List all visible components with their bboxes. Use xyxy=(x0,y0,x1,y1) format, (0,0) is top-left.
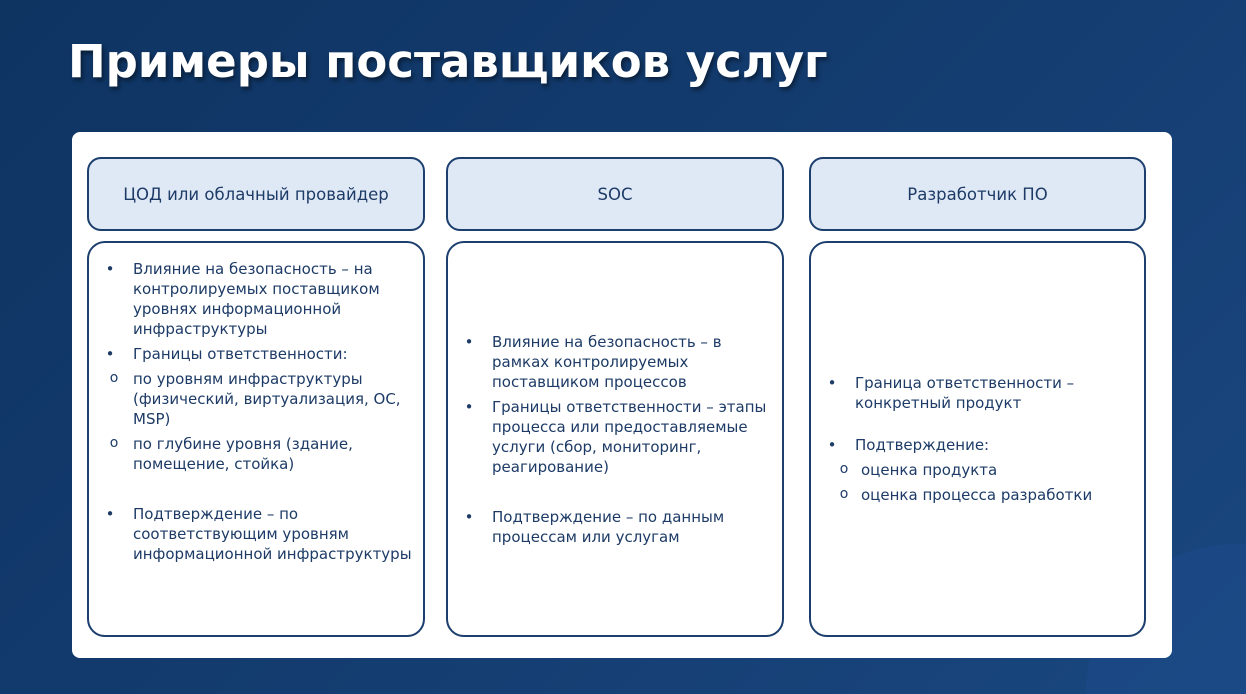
bullet-marker: • xyxy=(464,397,474,416)
sub-list-item xyxy=(811,485,1134,505)
bullet-marker: • xyxy=(105,260,115,278)
list-item xyxy=(811,373,1134,413)
list-item xyxy=(811,435,1134,455)
bullet-list xyxy=(811,373,1144,505)
column-body-soc xyxy=(446,241,784,637)
sub-list-item xyxy=(811,460,1134,480)
list-item-text: Подтверждение – по данным процессам или услугам xyxy=(492,507,725,546)
list-item xyxy=(89,344,413,364)
list-item xyxy=(89,259,413,339)
column-body-datacenter xyxy=(87,241,425,637)
bullet-marker: • xyxy=(827,374,837,392)
list-item-text: Подтверждение: xyxy=(855,436,990,454)
list-item xyxy=(448,397,772,477)
list-item-text: по уровням инфраструктуры (физический, виртуализация, ОС, MSP) xyxy=(133,370,401,428)
column-header-datacenter xyxy=(87,157,425,231)
sub-bullet-marker: o xyxy=(109,435,119,451)
sub-bullet-marker: o xyxy=(109,370,119,386)
bullet-list xyxy=(448,332,782,547)
sub-bullet-marker: o xyxy=(839,486,849,502)
sub-list-item xyxy=(89,369,413,429)
list-item xyxy=(448,507,772,547)
list-item xyxy=(448,332,772,392)
list-item-text: оценка продукта xyxy=(861,461,998,479)
list-item-text: Подтверждение – по соответствующим уровням информационной инфраструктуры xyxy=(133,505,412,563)
bullet-marker: • xyxy=(464,332,474,351)
column-header-soc xyxy=(446,157,784,231)
column-header-software-developer xyxy=(809,157,1146,231)
bullet-marker: • xyxy=(105,505,115,523)
bullet-list xyxy=(89,259,423,564)
column-header-label: Разработчик ПО xyxy=(907,184,1048,204)
list-item-text: Граница ответственности – конкретный продукт xyxy=(855,374,1075,412)
content-panel xyxy=(72,132,1172,658)
list-item-text: по глубине уровня (здание, помещение, стойка) xyxy=(133,435,353,473)
bullet-marker: • xyxy=(827,436,837,454)
bullet-marker: • xyxy=(464,507,474,526)
column-header-label: SOC xyxy=(597,184,633,204)
list-item-text: оценка процесса разработки xyxy=(861,486,1093,504)
sub-bullet-marker: o xyxy=(839,461,849,477)
column-body-software-developer xyxy=(809,241,1146,637)
list-item-text: Влияние на безопасность – на контролируемых поставщиком уровнях информационной инфраструктуры xyxy=(133,260,380,338)
list-item-text: Влияние на безопасность – в рамках контролируемых поставщиком процессов xyxy=(492,332,722,391)
slide-title: Примеры поставщиков услуг xyxy=(68,35,828,88)
column-header-label: ЦОД или облачный провайдер xyxy=(123,184,389,204)
sub-list-item xyxy=(89,434,413,474)
list-item xyxy=(89,504,413,564)
bullet-marker: • xyxy=(105,345,115,363)
list-item-text: Границы ответственности – этапы процесса или предоставляемые услуги (сбор, мониторинг, реагирование) xyxy=(492,397,767,476)
list-item-text: Границы ответственности: xyxy=(133,345,348,363)
